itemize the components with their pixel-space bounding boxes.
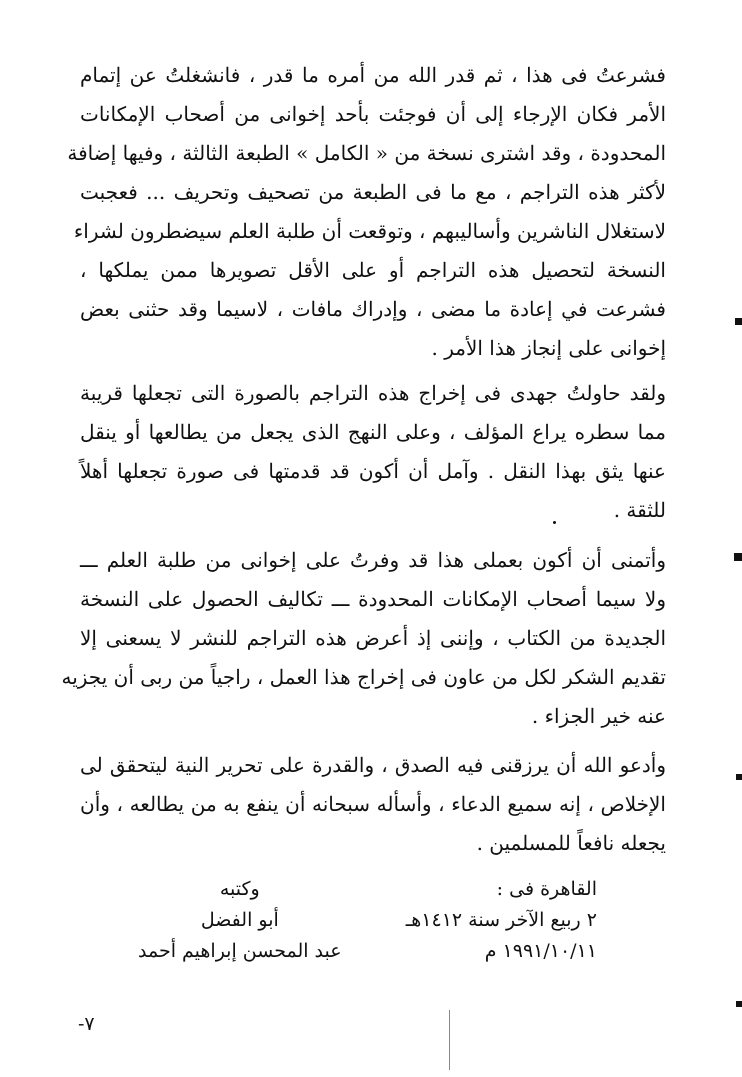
text-line: عنها يثق بهذا النقل . وآمل أن أكون قد قدمتها فى صورة تجعلها أهلاً	[80, 459, 666, 483]
text-line: الإخلاص ، إنه سميع الدعاء ، وأسأله سبحانه أن ينفع به من يطالعه ، وأن	[80, 792, 666, 816]
scan-dot	[553, 521, 556, 524]
text-line: وأتمنى أن أكون بعملى هذا قد وفرتُ على إخوانى من طلبة العلم ـــ	[80, 548, 666, 572]
scan-mark	[735, 318, 742, 325]
text-line: إخوانى على إنجاز هذا الأمر .	[431, 336, 666, 360]
paragraph-2	[80, 374, 666, 530]
signature-wrote: وكتبه	[219, 878, 260, 900]
paragraph-4	[80, 746, 666, 863]
text-line: المحدودة ، وقد اشترى نسخة من « الكامل » الطبعة الثالثة ، وفيها إضافة	[67, 141, 666, 165]
text-line: للثقة .	[613, 498, 666, 522]
signature-kunya: أبو الفضل	[200, 909, 279, 931]
page-number: -٧	[78, 1013, 95, 1035]
text-line: يجعله نافعاً للمسلمين .	[476, 831, 666, 855]
hijri-date: ٢ ربيع الآخر سنة ١٤١٢هـ	[405, 909, 597, 931]
paragraph-3	[61, 541, 666, 736]
place-label: القاهرة فى :	[496, 878, 597, 900]
text-line: لأكثر هذه التراجم ، مع ما فى الطبعة من تصحيف وتحريف ... فعجبت	[80, 180, 666, 204]
scan-mark	[736, 774, 742, 780]
signature-block	[138, 874, 342, 967]
text-line: مما سطره يراع المؤلف ، وعلى النهج الذى يجعل من يطالعها أو ينقل	[80, 420, 666, 444]
place-and-date	[406, 874, 597, 967]
text-line: الجديدة من الكتاب ، وإننى إذ أعرض هذه التراجم للنشر لا يسعنى إلا	[80, 626, 666, 650]
text-line: تقديم الشكر لكل من عاون فى إخراج هذا العمل ، راجياً من ربى أن يجزيه	[61, 665, 666, 689]
paragraph-1	[67, 56, 666, 368]
text-line: عنه خير الجزاء .	[531, 704, 666, 728]
text-line: فشرعت في إعادة ما مضى ، وإدراك مافات ، لاسيما وقد حثنى بعض	[80, 297, 666, 321]
text-line: الأمر فكان الإرجاء إلى أن فوجئت بأحد إخوانى من أصحاب الإمكانات	[80, 102, 666, 126]
gregorian-date: ١٩٩١/١٠/١١ م	[484, 940, 597, 962]
text-line: فشرعتُ فى هذا ، ثم قدر الله من أمره ما قدر ، فانشغلتُ عن إتمام	[80, 63, 666, 87]
text-line: ولقد حاولتُ جهدى فى إخراج هذه التراجم بالصورة التى تجعلها قريبة	[80, 381, 666, 405]
text-line: لاستغلال الناشرين وأساليبهم ، وتوقعت أن طلبة العلم سيضطرون لشراء	[73, 219, 666, 243]
scan-mark	[734, 553, 742, 561]
text-line: وأدعو الله أن يرزقنى فيه الصدق ، والقدرة على تحرير النية ليتحقق لى	[80, 753, 666, 777]
signature-name: عبد المحسن إبراهيم أحمد	[138, 940, 342, 962]
scan-mark	[736, 1001, 742, 1007]
text-line: ولا سيما أصحاب الإمكانات المحدودة ـــ تكاليف الحصول على النسخة	[80, 587, 666, 611]
scan-edge-line	[449, 1010, 450, 1070]
text-line: النسخة لتحصيل هذه التراجم أو على الأقل تصويرها ممن يملكها ،	[80, 258, 666, 282]
